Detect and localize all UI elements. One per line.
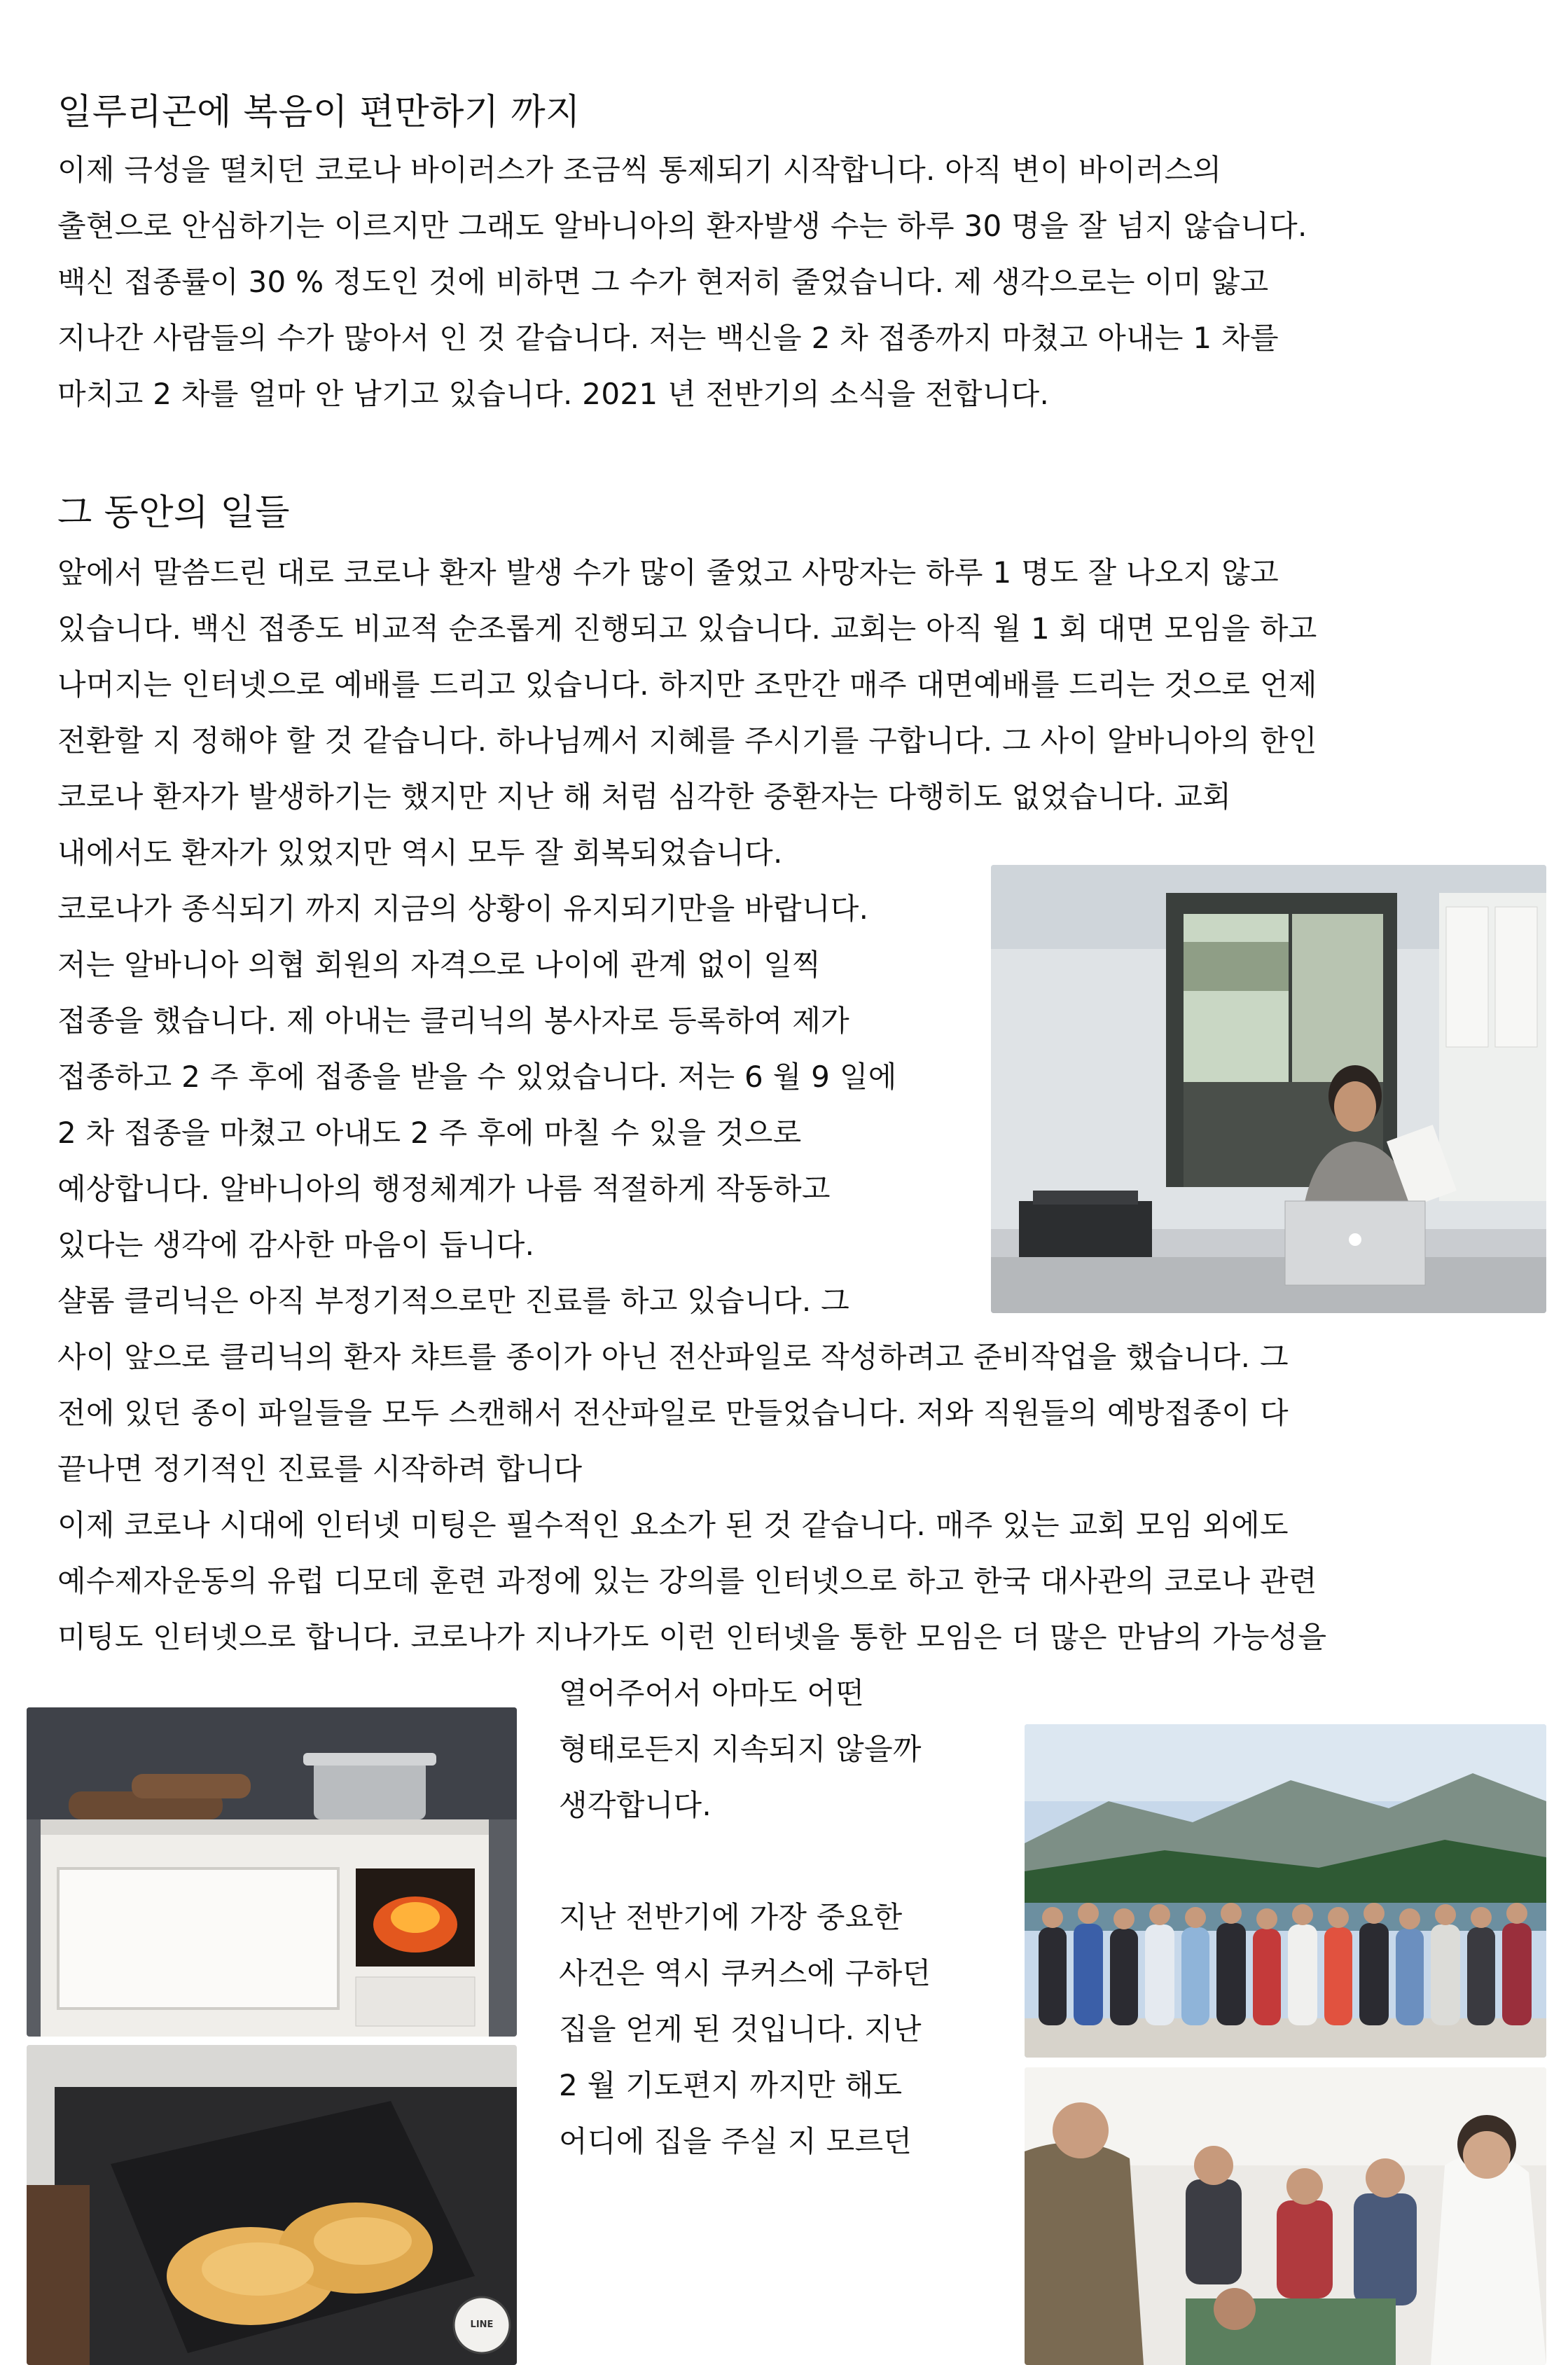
- group-lake-photo: [1025, 1724, 1546, 2058]
- wood-stove-photo: [27, 1707, 517, 2037]
- text-line: 백신 접종률이 30 % 정도인 것에 비하면 그 수가 현저히 줄었습니다. 제 생각으로는 이미 앓고: [57, 265, 1269, 299]
- text-line: 예수제자운동의 유럽 디모데 훈련 과정에 있는 강의를 인터넷으로 하고 한국 대사관의 코로나 관련: [57, 1564, 1317, 1598]
- text-line: 집을 얻게 된 것입니다. 지난: [559, 2012, 922, 2046]
- text-line: 전에 있던 종이 파일들을 모두 스캔해서 전산파일로 만들었습니다. 저와 직원들의 예방접종이 다: [57, 1396, 1289, 1430]
- text-line: 샬롬 클리닉은 아직 부정기적으로만 진료를 하고 있습니다. 그: [57, 1284, 850, 1318]
- text-line: 앞에서 말씀드린 대로 코로나 환자 발생 수가 많이 줄었고 사망자는 하루 1 명도 잘 나오지 않고: [57, 555, 1279, 590]
- photo-stamp: LINE: [470, 2319, 494, 2330]
- text-line: 있습니다. 백신 접종도 비교적 순조롭게 진행되고 있습니다. 교회는 아직 월 1 회 대면 모임을 하고: [57, 611, 1317, 646]
- text-line: 사건은 역시 쿠커스에 구하던: [559, 1956, 931, 1990]
- text-line: 코로나가 종식되기 까지 지금의 상황이 유지되기만을 바랍니다.: [57, 892, 869, 926]
- text-line: 지난 전반기에 가장 중요한: [559, 1900, 903, 1934]
- text-line: 2 차 접종을 마쳤고 아내도 2 주 후에 마칠 수 있을 것으로: [57, 1116, 802, 1150]
- text-line: 저는 알바니아 의협 회원의 자격으로 나이에 관계 없이 일찍: [57, 948, 821, 982]
- text-line: 사이 앞으로 클리닉의 환자 챠트를 종이가 아닌 전산파일로 작성하려고 준비작업을 했습니다. 그: [57, 1340, 1289, 1374]
- text-line: 지나간 사람들의 수가 많아서 인 것 같습니다. 저는 백신을 2 차 접종까지 마쳤고 아내는 1 차를: [57, 321, 1279, 355]
- meeting-room-photo: [1025, 2067, 1546, 2365]
- section-heading-2: 그 동안의 일들: [57, 492, 291, 534]
- text-line: 있다는 생각에 감사한 마음이 듭니다.: [57, 1228, 535, 1262]
- clinic-doctor-photo: [991, 865, 1546, 1313]
- text-line: 접종을 했습니다. 제 아내는 클리닉의 봉사자로 등록하여 제가: [57, 1004, 850, 1038]
- text-line: 열어주어서 아마도 어떤: [559, 1676, 865, 1710]
- text-line: 어디에 집을 주실 지 모르던: [559, 2124, 913, 2158]
- text-line: 예상합니다. 알바니아의 행정체계가 나름 적절하게 작동하고: [57, 1172, 831, 1206]
- text-line: 생각합니다.: [559, 1788, 712, 1822]
- text-line: 코로나 환자가 발생하기는 했지만 지난 해 처럼 심각한 중환자는 다행히도 없었습니다. 교회: [57, 779, 1232, 814]
- text-line: 나머지는 인터넷으로 예배를 드리고 있습니다. 하지만 조만간 매주 대면예배를 드리는 것으로 언제: [57, 667, 1317, 702]
- text-line: 내에서도 환자가 있었지만 역시 모두 잘 회복되었습니다.: [57, 835, 783, 870]
- text-line: 접종하고 2 주 후에 접종을 받을 수 있었습니다. 저는 6 월 9 일에: [57, 1060, 897, 1094]
- fish-bread-pan-photo: [27, 2045, 517, 2365]
- text-line: 출현으로 안심하기는 이르지만 그래도 알바니아의 환자발생 수는 하루 30 명을 잘 넘지 않습니다.: [57, 209, 1307, 243]
- section-heading-1: 일루리곤에 복음이 편만하기 까지: [57, 92, 581, 133]
- text-line: 2 월 기도편지 까지만 해도: [559, 2068, 903, 2102]
- text-line: 이제 코로나 시대에 인터넷 미팅은 필수적인 요소가 된 것 같습니다. 매주 있는 교회 모임 외에도: [57, 1508, 1289, 1542]
- text-line: 마치고 2 차를 얼마 안 남기고 있습니다. 2021 년 전반기의 소식을 전합니다.: [57, 377, 1050, 411]
- text-line: 전환할 지 정해야 할 것 같습니다. 하나님께서 지혜를 주시기를 구합니다. 그 사이 알바니아의 한인: [57, 723, 1317, 758]
- text-line: 미팅도 인터넷으로 합니다. 코로나가 지나가도 이런 인터넷을 통한 모임은 더 많은 만남의 가능성을: [57, 1620, 1327, 1654]
- text-line: 형태로든지 지속되지 않을까: [559, 1732, 922, 1766]
- text-line: 이제 극성을 떨치던 코로나 바이러스가 조금씩 통제되기 시작합니다. 아직 변이 바이러스의: [57, 153, 1222, 187]
- text-line: 끝나면 정기적인 진료를 시작하려 합니다: [57, 1452, 583, 1486]
